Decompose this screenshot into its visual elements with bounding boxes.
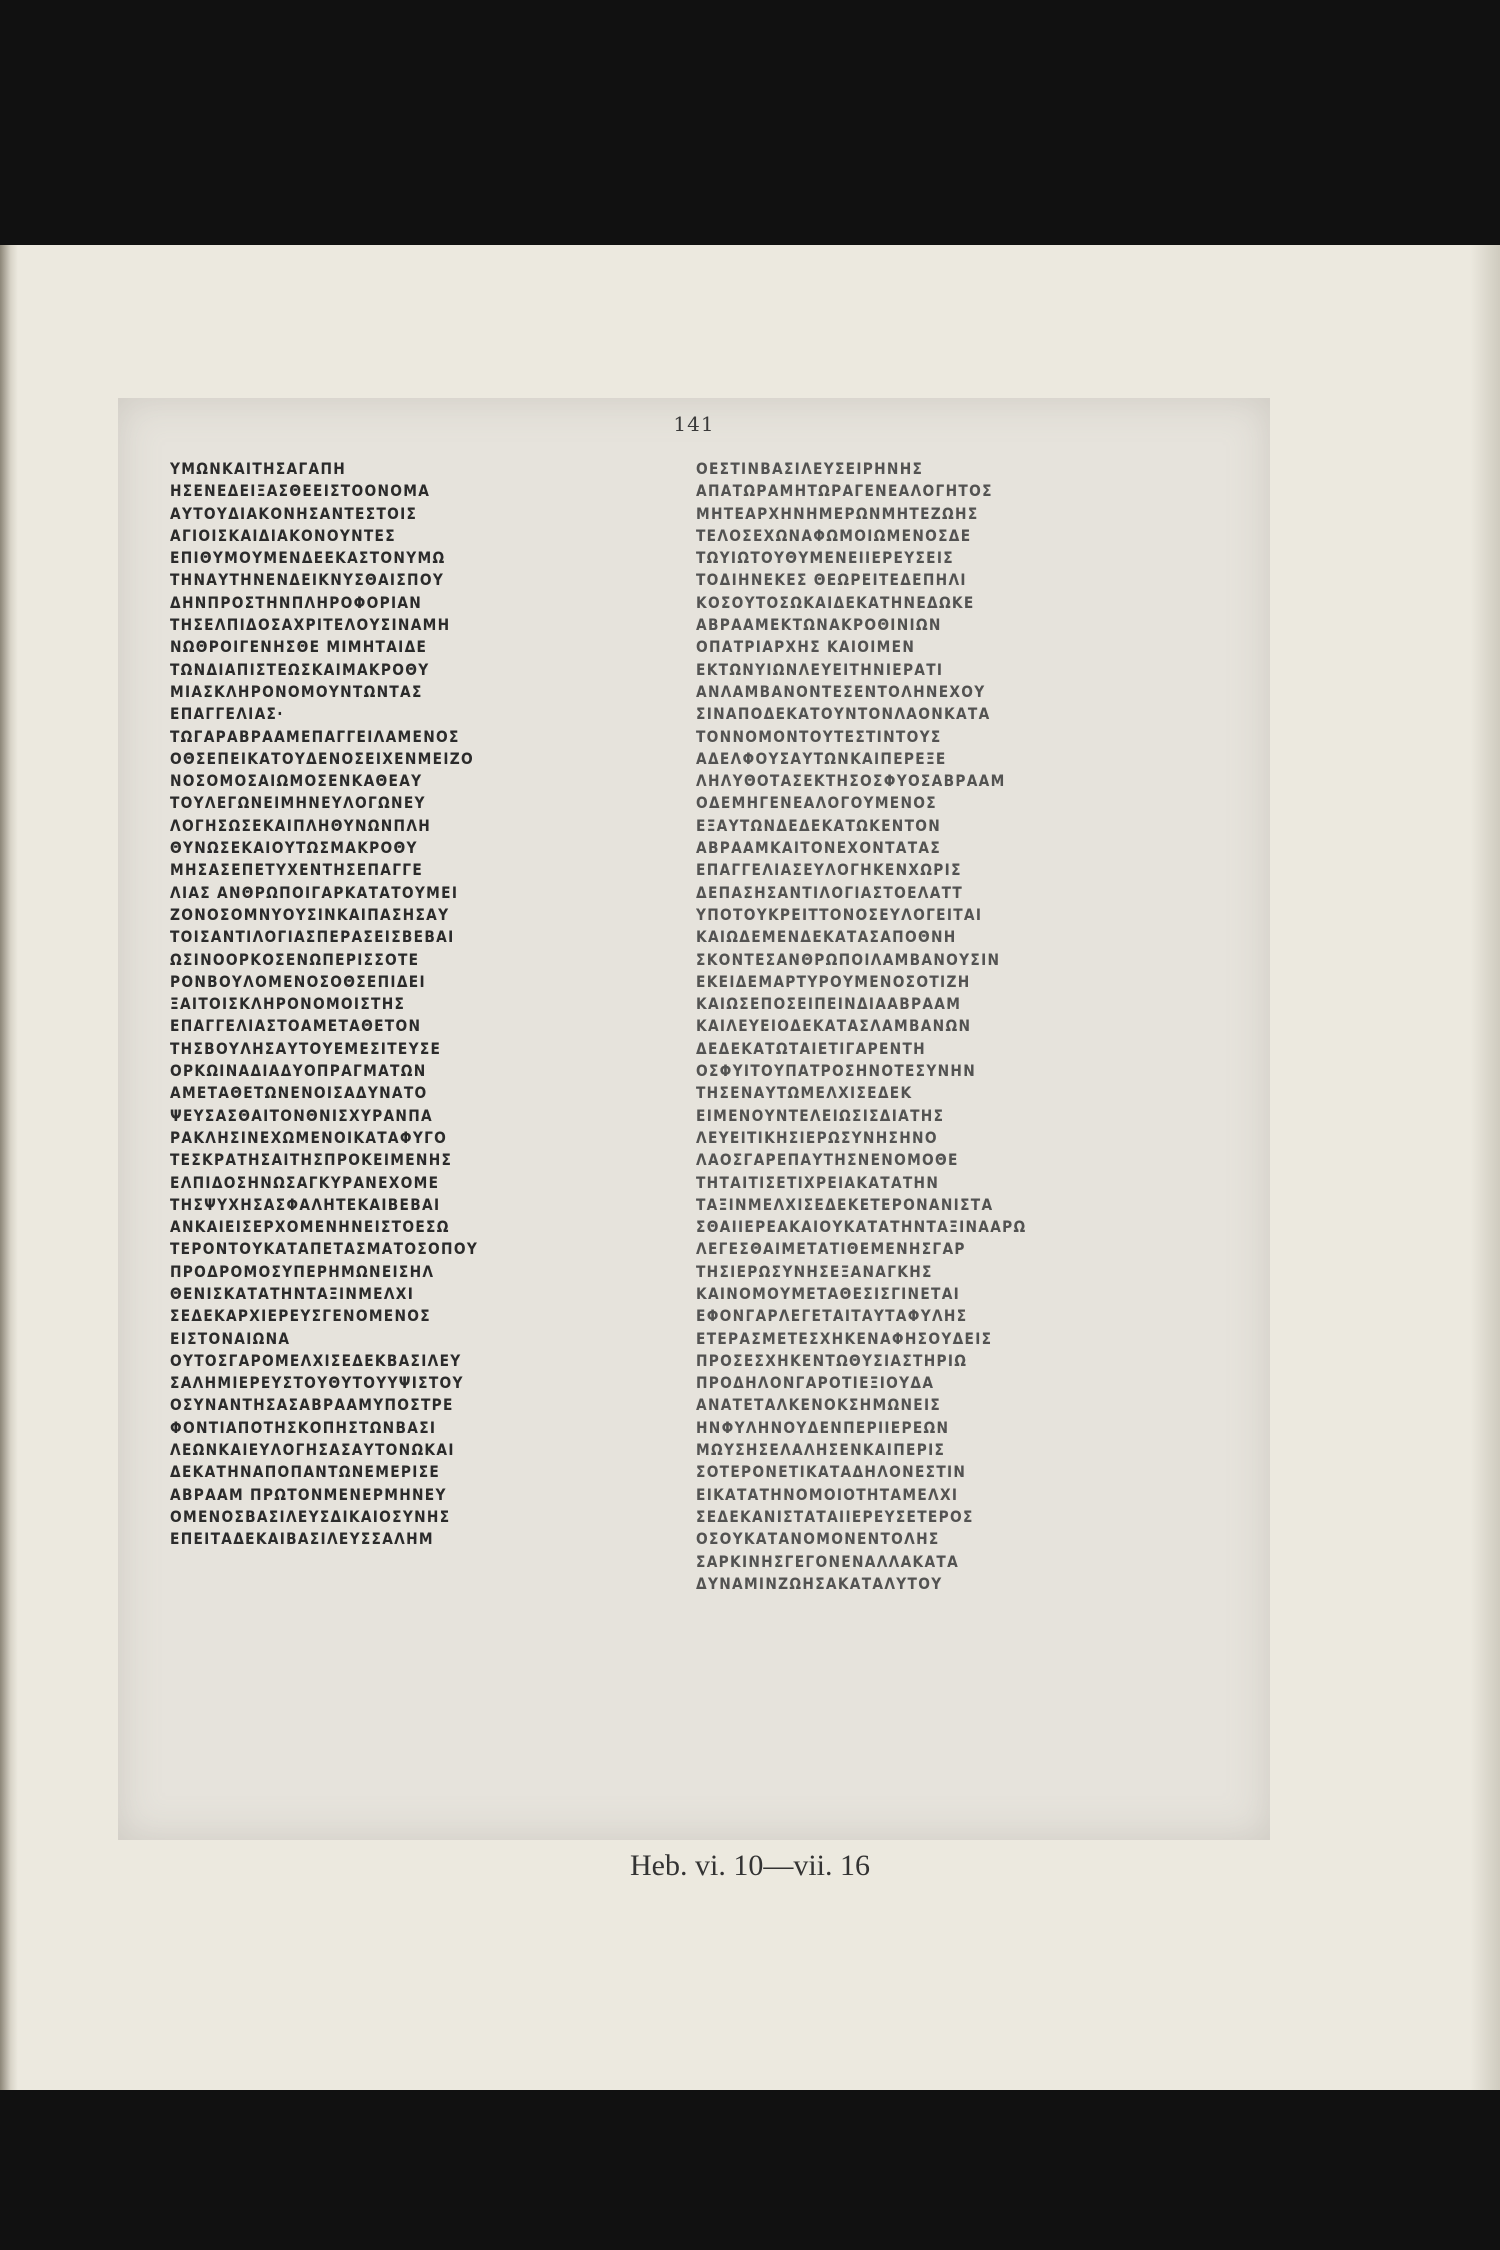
- manuscript-line: ΤΗΤΑΙΤΙΣΕΤΙΧΡΕΙΑΚΑΤΑΤΗΝ: [696, 1172, 940, 1192]
- manuscript-line: ΠΡΟΔΗΛΟΝΓΑΡΟΤΙΕΞΙΟΥΔΑ: [696, 1373, 935, 1393]
- manuscript-line: ΦΟΝΤΙΑΠΟΤΗΣΚΟΠΗΣΤΩΝΒΑΣΙ: [170, 1417, 437, 1437]
- manuscript-line: ΤΕΣΚΡΑΤΗΣΑΙΤΗΣΠΡΟΚΕΙΜΕΝΗΣ: [170, 1150, 453, 1170]
- plate-caption: Heb. vi. 10—vii. 16: [630, 1849, 870, 1882]
- manuscript-line: ΛΙΑΣ ΑΝΘΡΩΠΟΙΓΑΡΚΑΤΑΤΟΥΜΕΙ: [170, 882, 459, 902]
- manuscript-line: ΔΕΚΑΤΗΝΑΠΟΠΑΝΤΩΝΕΜΕΡΙΣΕ: [170, 1462, 441, 1482]
- manuscript-line: ΕΠΙΘΥΜΟΥΜΕΝΔΕΕΚΑΣΤΟΝΥΜΩ: [170, 548, 446, 568]
- manuscript-line: ΚΑΙΩΔΕΜΕΝΔΕΚΑΤΑΣΑΠΟΘΝΗ: [696, 927, 957, 947]
- manuscript-line: ΟΣΦΥΙΤΟΥΠΑΤΡΟΣΗΝΟΤΕΣΥΝΗΝ: [696, 1061, 977, 1081]
- manuscript-line: ΣΙΝΑΠΟΔΕΚΑΤΟΥΝΤΟΝΛΑΟΝΚΑΤΑ: [696, 704, 991, 724]
- manuscript-line: ΕΙΣΤΟΝΑΙΩΝΑ: [170, 1328, 291, 1348]
- manuscript-line: ΤΩΓΑΡΑΒΡΑΑΜΕΠΑΓΓΕΙΛΑΜΕΝΟΣ: [170, 726, 460, 746]
- manuscript-line: ΤΗΣΙΕΡΩΣΥΝΗΣΕΞΑΝΑΓΚΗΣ: [696, 1261, 933, 1281]
- manuscript-line: ΤΩΥΙΩΤΟΥΘΥΜΕΝΕΙΙΕΡΕΥΣΕΙΣ: [696, 548, 954, 568]
- manuscript-line: ΤΕΛΟΣΕΧΩΝΑΦΩΜΟΙΩΜΕΝΟΣΔΕ: [696, 525, 972, 545]
- manuscript-line: ΟΘΣΕΠΕΙΚΑΤΟΥΔΕΝΟΣΕΙΧΕΝΜΕΙΖΟ: [170, 748, 475, 768]
- manuscript-line: ΤΩΝΔΙΑΠΙΣΤΕΩΣΚΑΙΜΑΚΡΟΘΥ: [170, 659, 430, 679]
- manuscript-line: ΕΤΕΡΑΣΜΕΤΕΣΧΗΚΕΝΑΦΗΣΟΥΔΕΙΣ: [696, 1328, 993, 1348]
- manuscript-line: ΡΑΚΛΗΣΙΝΕΧΩΜΕΝΟΙΚΑΤΑΦΥΓΟ: [170, 1127, 448, 1147]
- manuscript-line: ΛΑΟΣΓΑΡΕΠΑΥΤΗΣΝΕΝΟΜΟΘΕ: [696, 1150, 959, 1170]
- manuscript-line: ΟΣΟΥΚΑΤΑΝΟΜΟΝΕΝΤΟΛΗΣ: [696, 1529, 940, 1549]
- manuscript-line: ΕΙΚΑΤΑΤΗΝΟΜΟΙΟΤΗΤΑΜΕΛΧΙ: [696, 1484, 959, 1504]
- manuscript-line: ΕΠΑΓΓΕΛΙΑΣ·: [170, 704, 284, 724]
- manuscript-line: ΤΗΝΑΥΤΗΝΕΝΔΕΙΚΝΥΣΘΑΙΣΠΟΥ: [170, 570, 445, 590]
- manuscript-line: ΔΕΠΑΣΗΣΑΝΤΙΛΟΓΙΑΣΤΟΕΛΑΤΤ: [696, 882, 964, 902]
- manuscript-line: ΣΚΟΝΤΕΣΑΝΘΡΩΠΟΙΛΑΜΒΑΝΟΥΣΙΝ: [696, 949, 1001, 969]
- page-edge: [0, 245, 18, 2090]
- manuscript-line: ΕΦΟΝΓΑΡΛΕΓΕΤΑΙΤΑΥΤΑΦΥΛΗΣ: [696, 1306, 968, 1326]
- manuscript-line: ΛΕΩΝΚΑΙΕΥΛΟΓΗΣΑΣΑΥΤΟΝΩΚΑΙ: [170, 1440, 455, 1460]
- manuscript-line: ΤΑΞΙΝΜΕΛΧΙΣΕΔΕΚΕΤΕΡΟΝΑΝΙΣΤΑ: [696, 1194, 994, 1214]
- manuscript-line: ΟΡΚΩΙΝΑΔΙΑΔΥΟΠΡΑΓΜΑΤΩΝ: [170, 1061, 427, 1081]
- manuscript-line: ΟΥΤΟΣΓΑΡΟΜΕΛΧΙΣΕΔΕΚΒΑΣΙΛΕΥ: [170, 1350, 462, 1370]
- manuscript-line: ΗΣΕΝΕΔΕΙΞΑΣΘΕΕΙΣΤΟΟΝΟΜΑ: [170, 481, 431, 501]
- manuscript-line: ΚΟΣΟΥΤΟΣΩΚΑΙΔΕΚΑΤΗΝΕΔΩΚΕ: [696, 592, 975, 612]
- manuscript-line: ΔΗΝΠΡΟΣΤΗΝΠΛΗΡΟΦΟΡΙΑΝ: [170, 592, 423, 612]
- manuscript-line: ΘΕΝΙΣΚΑΤΑΤΗΝΤΑΞΙΝΜΕΛΧΙ: [170, 1283, 415, 1303]
- manuscript-line: ΤΕΡΟΝΤΟΥΚΑΤΑΠΕΤΑΣΜΑΤΟΣΟΠΟΥ: [170, 1239, 479, 1259]
- manuscript-line: ΕΙΜΕΝΟΥΝΤΕΛΕΙΩΣΙΣΔΙΑΤΗΣ: [696, 1105, 945, 1125]
- manuscript-line: ΑΠΑΤΩΡΑΜΗΤΩΡΑΓΕΝΕΑΛΟΓΗΤΟΣ: [696, 481, 993, 501]
- manuscript-line: ΜΙΑΣΚΛΗΡΟΝΟΜΟΥΝΤΩΝΤΑΣ: [170, 681, 423, 701]
- manuscript-line: ΨΕΥΣΑΣΘΑΙΤΟΝΘΝΙΣΧΥΡΑΝΠΑ: [170, 1105, 433, 1125]
- manuscript-line: ΛΕΓΕΣΘΑΙΜΕΤΑΤΙΘΕΜΕΝΗΣΓΑΡ: [696, 1239, 966, 1259]
- manuscript-line: ΥΜΩΝΚΑΙΤΗΣΑΓΑΠΗ: [170, 459, 347, 478]
- manuscript-line: ΟΣΥΝΑΝΤΗΣΑΣΑΒΡΑΑΜΥΠΟΣΤΡΕ: [170, 1395, 454, 1415]
- manuscript-line: ΟΔΕΜΗΓΕΝΕΑΛΟΓΟΥΜΕΝΟΣ: [696, 793, 937, 813]
- manuscript-line: ΤΗΣΕΛΠΙΔΟΣΑΧΡΙΤΕΛΟΥΣΙΝΑΜΗ: [170, 615, 451, 635]
- manuscript-line: ΟΠΑΤΡΙΑΡΧΗΣ ΚΑΙΟΙΜΕΝ: [696, 637, 916, 657]
- manuscript-line: ΕΛΠΙΔΟΣΗΝΩΣΑΓΚΥΡΑΝΕΧΟΜΕ: [170, 1172, 440, 1192]
- manuscript-line: ΤΟΝΝΟΜΟΝΤΟΥΤΕΣΤΙΝΤΟΥΣ: [696, 726, 942, 746]
- manuscript-line: ΑΝΑΤΕΤΑΛΚΕΝΟΚΣΗΜΩΝΕΙΣ: [696, 1395, 942, 1415]
- manuscript-line: ΚΑΙΛΕΥΕΙΟΔΕΚΑΤΑΣΛΑΜΒΑΝΩΝ: [696, 1016, 972, 1036]
- manuscript-line: ΣΕΔΕΚΑΡΧΙΕΡΕΥΣΓΕΝΟΜΕΝΟΣ: [170, 1306, 431, 1326]
- manuscript-line: ΑΓΙΟΙΣΚΑΙΔΙΑΚΟΝΟΥΝΤΕΣ: [170, 525, 396, 545]
- manuscript-line: ΕΞΑΥΤΩΝΔΕΔΕΚΑΤΩΚΕΝΤΟΝ: [696, 815, 942, 835]
- manuscript-line: ΕΚΤΩΝΥΙΩΝΛΕΥΕΙΤΗΝΙΕΡΑΤΙ: [696, 659, 944, 679]
- manuscript-line: ΚΑΙΝΟΜΟΥΜΕΤΑΘΕΣΙΣΓΙΝΕΤΑΙ: [696, 1283, 961, 1303]
- manuscript-line: ΔΥΝΑΜΙΝΖΩΗΣΑΚΑΤΑΛΥΤΟΥ: [696, 1573, 943, 1593]
- manuscript-line: ΣΕΔΕΚΑΝΙΣΤΑΤΑΙΙΕΡΕΥΣΕΤΕΡΟΣ: [696, 1506, 974, 1526]
- manuscript-column-right: [696, 458, 1136, 1595]
- folio-number: 141: [673, 412, 715, 436]
- manuscript-line: ΑΥΤΟΥΔΙΑΚΟΝΗΣΑΝΤΕΣΤΟΙΣ: [170, 503, 418, 523]
- manuscript-line: ΝΩΘΡΟΙΓΕΝΗΣΘΕ ΜΙΜΗΤΑΙΔΕ: [170, 637, 428, 657]
- manuscript-line: ΑΔΕΛΦΟΥΣΑΥΤΩΝΚΑΙΠΕΡΕΞΕ: [696, 748, 947, 768]
- manuscript-line: ΑΜΕΤΑΘΕΤΩΝΕΝΟΙΣΑΔΥΝΑΤΟ: [170, 1083, 428, 1103]
- manuscript-line: ΞΑΙΤΟΙΣΚΛΗΡΟΝΟΜΟΙΣΤΗΣ: [170, 994, 406, 1014]
- manuscript-line: ΔΕΔΕΚΑΤΩΤΑΙΕΤΙΓΑΡΕΝΤΗ: [696, 1038, 926, 1058]
- manuscript-line: ΚΑΙΩΣΕΠΟΣΕΙΠΕΙΝΔΙΑΑΒΡΑΑΜ: [696, 994, 962, 1014]
- manuscript-line: ΠΡΟΣΕΣΧΗΚΕΝΤΩΘΥΣΙΑΣΤΗΡΙΩ: [696, 1350, 968, 1370]
- manuscript-line: ΘΥΝΩΣΕΚΑΙΟΥΤΩΣΜΑΚΡΟΘΥ: [170, 838, 418, 858]
- book-page: [0, 245, 1500, 2090]
- manuscript-line: ΛΕΥΕΙΤΙΚΗΣΙΕΡΩΣΥΝΗΣΗΝΟ: [696, 1127, 938, 1147]
- manuscript-line: ΣΘΑΙΙΕΡΕΑΚΑΙΟΥΚΑΤΑΤΗΝΤΑΞΙΝΑΑΡΩ: [696, 1217, 1027, 1237]
- manuscript-line: ΤΗΣΕΝΑΥΤΩΜΕΛΧΙΣΕΔΕΚ: [696, 1083, 913, 1103]
- manuscript-line: ΥΠΟΤΟΥΚΡΕΙΤΤΟΝΟΣΕΥΛΟΓΕΙΤΑΙ: [696, 904, 983, 924]
- manuscript-line: ΕΠΑΓΓΕΛΙΑΣΕΥΛΟΓΗΚΕΝΧΩΡΙΣ: [696, 860, 962, 880]
- manuscript-line: ΣΑΡΚΙΝΗΣΓΕΓΟΝΕΝΑΛΛΑΚΑΤΑ: [696, 1551, 960, 1571]
- manuscript-column-left: [170, 458, 610, 1551]
- manuscript-line: ΑΝΚΑΙΕΙΣΕΡΧΟΜΕΝΗΝΕΙΣΤΟΕΣΩ: [170, 1217, 450, 1237]
- manuscript-line: ΑΒΡΑΑΜΕΚΤΩΝΑΚΡΟΘΙΝΙΩΝ: [696, 615, 942, 635]
- manuscript-line: ΖΟΝΟΣΟΜΝΥΟΥΣΙΝΚΑΙΠΑΣΗΣΑΥ: [170, 904, 450, 924]
- manuscript-line: ΑΝΛΑΜΒΑΝΟΝΤΕΣΕΝΤΟΛΗΝΕΧΟΥ: [696, 681, 986, 701]
- manuscript-line: ΤΟΙΣΑΝΤΙΛΟΓΙΑΣΠΕΡΑΣΕΙΣΒΕΒΑΙ: [170, 927, 455, 947]
- manuscript-line: ΑΒΡΑΑΜ ΠΡΩΤΟΝΜΕΝΕΡΜΗΝΕΥ: [170, 1484, 447, 1504]
- manuscript-line: ΜΩΥΣΗΣΕΛΑΛΗΣΕΝΚΑΙΠΕΡΙΣ: [696, 1440, 946, 1460]
- manuscript-line: ΕΠΕΙΤΑΔΕΚΑΙΒΑΣΙΛΕΥΣΣΑΛΗΜ: [170, 1529, 434, 1549]
- manuscript-line: ΣΟΤΕΡΟΝΕΤΙΚΑΤΑΔΗΛΟΝΕΣΤΙΝ: [696, 1462, 967, 1482]
- manuscript-line: ΗΝΦΥΛΗΝΟΥΔΕΝΠΕΡΙΙΕΡΕΩΝ: [696, 1417, 950, 1437]
- manuscript-line: ΜΗΣΑΣΕΠΕΤΥΧΕΝΤΗΣΕΠΑΓΓΕ: [170, 860, 424, 880]
- manuscript-line: ΜΗΤΕΑΡΧΗΝΗΜΕΡΩΝΜΗΤΕΖΩΗΣ: [696, 503, 979, 523]
- manuscript-line: ΝΟΣΟΜΟΣΑΙΩΜΟΣΕΝΚΑΘΕΑΥ: [170, 771, 423, 791]
- manuscript-plate: [118, 398, 1270, 1840]
- manuscript-line: ΠΡΟΔΡΟΜΟΣΥΠΕΡΗΜΩΝΕΙΣΗΛ: [170, 1261, 435, 1281]
- manuscript-line: ΛΟΓΗΣΩΣΕΚΑΙΠΛΗΘΥΝΩΝΠΛΗ: [170, 815, 432, 835]
- manuscript-line: ΟΜΕΝΟΣΒΑΣΙΛΕΥΣΔΙΚΑΙΟΣΥΝΗΣ: [170, 1506, 451, 1526]
- manuscript-line: ΕΚΕΙΔΕΜΑΡΤΥΡΟΥΜΕΝΟΣΟΤΙΖΗ: [696, 971, 971, 991]
- manuscript-line: ΛΗΛΥΘΟΤΑΣΕΚΤΗΣΟΣΦΥΟΣΑΒΡΑΑΜ: [696, 771, 1006, 791]
- manuscript-line: ΣΑΛΗΜΙΕΡΕΥΣΤΟΥΘΥΤΟΥΥΨΙΣΤΟΥ: [170, 1373, 464, 1393]
- manuscript-line: ΤΗΣΨΥΧΗΣΑΣΦΑΛΗΤΕΚΑΙΒΕΒΑΙ: [170, 1194, 441, 1214]
- manuscript-line: ΟΕΣΤΙΝΒΑΣΙΛΕΥΣΕΙΡΗΝΗΣ: [696, 459, 924, 478]
- gutter-shadow: [1470, 245, 1500, 2090]
- manuscript-line: ΩΣΙΝΟΟΡΚΟΣΕΝΩΠΕΡΙΣΣΟΤΕ: [170, 949, 420, 969]
- manuscript-line: ΤΟΔΙΗΝΕΚΕΣ ΘΕΩΡΕΙΤΕΔΕΠΗΛΙ: [696, 570, 967, 590]
- manuscript-line: ΑΒΡΑΑΜΚΑΙΤΟΝΕΧΟΝΤΑΤΑΣ: [696, 838, 942, 858]
- manuscript-line: ΡΟΝΒΟΥΛΟΜΕΝΟΣΟΘΣΕΠΙΔΕΙ: [170, 971, 426, 991]
- manuscript-line: ΤΗΣΒΟΥΛΗΣΑΥΤΟΥΕΜΕΣΙΤΕΥΣΕ: [170, 1038, 442, 1058]
- manuscript-line: ΤΟΥΛΕΓΩΝΕΙΜΗΝΕΥΛΟΓΩΝΕΥ: [170, 793, 426, 813]
- manuscript-line: ΕΠΑΓΓΕΛΙΑΣΤΟΑΜΕΤΑΘΕΤΟΝ: [170, 1016, 422, 1036]
